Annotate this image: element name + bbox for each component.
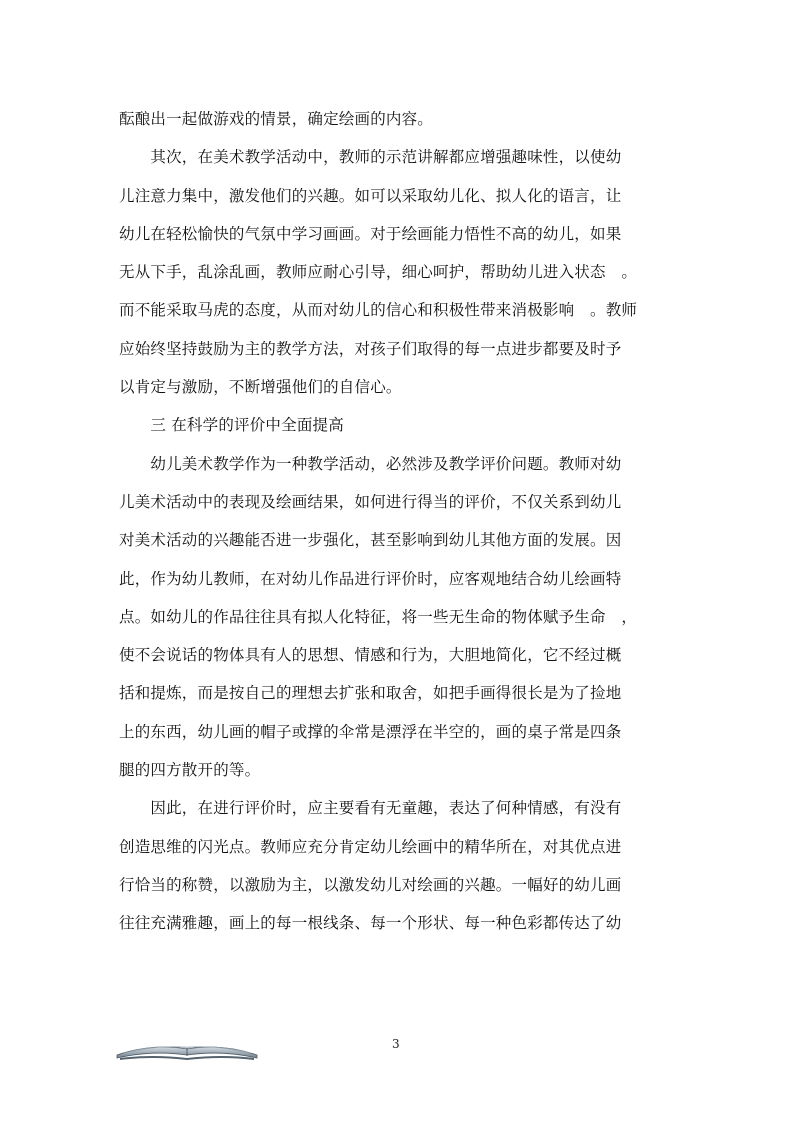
text-line: 其次，在美术教学活动中，教师的示范讲解都应增强趣味性，以使幼 [119,148,622,167]
text-line: 儿美术活动中的表现及绘画结果，如何进行得当的评价，不仅关系到幼儿 [119,492,622,511]
text-line: 行恰当的称赞，以激励为主，以激发幼儿对绘画的兴趣。一幅好的幼儿画 [119,875,622,894]
text-line: 点。如幼儿的作品往往具有拟人化特征，将一些无生命的物体赋予生命 ， [119,607,638,626]
text-line: 此，作为幼儿教师，在对幼儿作品进行评价时，应客观地结合幼儿绘画特 [119,569,622,588]
text-line: 应始终坚持鼓励为主的教学方法，对孩子们取得的每一点进步都要及时予 [119,339,622,358]
text-line: 因此，在进行评价时，应主要看有无童趣，表达了何种情感，有没有 [119,799,622,818]
text-line: 儿注意力集中，激发他们的兴趣。如可以采取幼儿化、拟人化的语言，让 [119,186,622,205]
text-line: 创造思维的闪光点。教师应充分肯定幼儿绘画中的精华所在，对其优点进 [119,837,622,856]
text-line: 幼儿美术教学作为一种教学活动，必然涉及教学评价问题。教师对幼 [119,454,622,473]
text-line: 幼儿在轻松愉快的气氛中学习画画。对于绘画能力悟性不高的幼儿，如果 [119,224,622,243]
text-line: 往往充满雅趣，画上的每一根线条、每一个形状、每一种色彩都传达了幼 [119,914,622,933]
text-line: 上的东西，幼儿画的帽子或撑的伞常是漂浮在半空的，画的桌子常是四条 [119,722,622,741]
text-line: 使不会说话的物体具有人的思想、情感和行为，大胆地简化，它不经过概 [119,646,622,665]
text-line: 无从下手，乱涂乱画，教师应耐心引导，细心呵护，帮助幼儿进入状态 。 [119,263,638,282]
text-line: 酝酿出一起做游戏的情景，确定绘画的内容。 [119,110,434,128]
section-heading: 三 在科学的评价中全面提高 [119,416,344,435]
body-text [119,100,679,943]
page-number: 3 [392,1037,400,1051]
text-line: 腿的四方散开的等。 [119,761,261,780]
text-line: 而不能采取马虎的态度，从而对幼儿的信心和积极性带来消极影响 。教师 [119,301,638,320]
text-line: 括和提炼，而是按自己的理想去扩张和取舍，如把手画得很长是为了捡地 [119,684,622,703]
text-line: 对美术活动的兴趣能否进一步强化，甚至影响到幼儿其他方面的发展。因 [119,531,622,550]
text-line: 以肯定与激励，不断增强他们的自信心。 [119,378,402,397]
open-book-icon [112,1033,262,1063]
